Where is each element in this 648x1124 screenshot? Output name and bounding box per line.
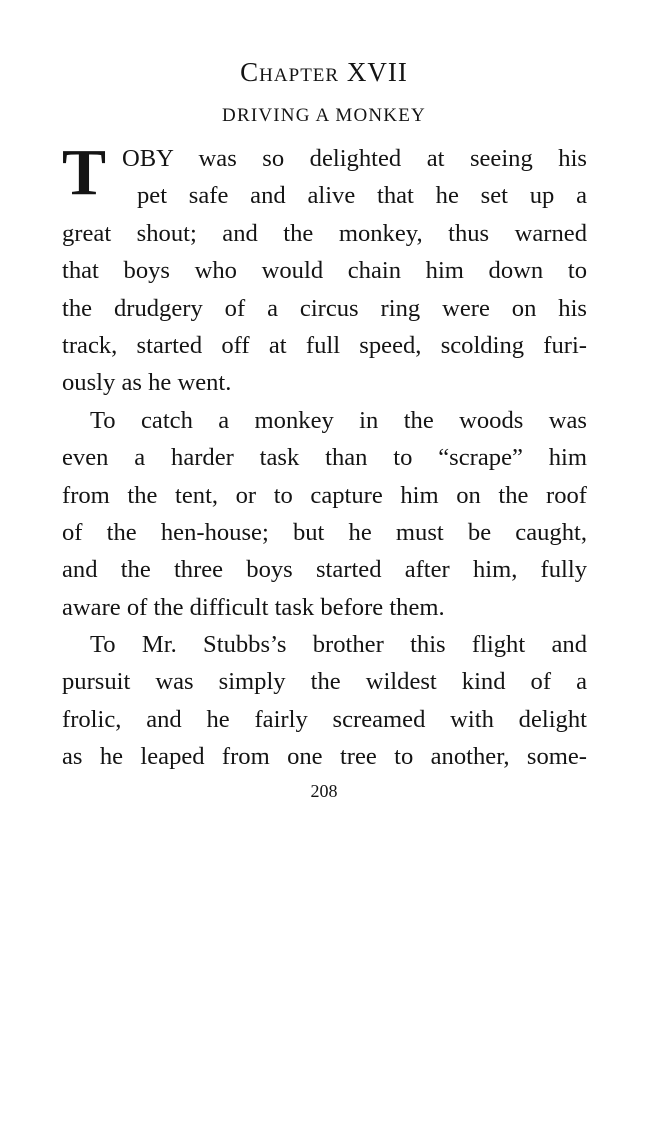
paragraph-2	[62, 402, 587, 626]
text-line: the drudgery of a circus ring were on his	[62, 294, 587, 322]
chapter-heading-text: Chapter XVII	[240, 57, 408, 87]
text-line: pet safe and alive that he set up a	[137, 182, 587, 210]
text-line: To catch a monkey in the woods was	[90, 406, 587, 434]
text-line: that boys who would chain him down to	[62, 257, 587, 285]
text-line: as he leaped from one tree to another, some-	[62, 743, 587, 771]
text-line: ously as he went.	[62, 369, 232, 397]
paragraph-1	[62, 136, 587, 402]
text-line: OBY was so delighted at seeing his	[122, 145, 587, 172]
drop-cap: T	[62, 136, 107, 209]
chapter-subtitle: DRIVING A MONKEY	[222, 105, 426, 126]
page-number: 208	[310, 781, 338, 801]
chapter-heading	[0, 52, 648, 92]
text-line: from the tent, or to capture him on the roof	[62, 481, 587, 509]
text-line: aware of the difficult task before them.	[62, 593, 445, 621]
text-line: To Mr. Stubbs’s brother this flight and	[90, 631, 587, 659]
paragraph-3	[62, 626, 587, 776]
text-line: track, started off at full speed, scolding furi-	[62, 331, 587, 359]
text-line: frolic, and he fairly screamed with delight	[62, 705, 587, 733]
body-text	[62, 136, 587, 776]
text-line: pursuit was simply the wildest kind of a	[62, 668, 587, 696]
text-line: of the hen-house; but he must be caught,	[62, 518, 587, 546]
text-line: even a harder task than to “scrape” him	[62, 444, 587, 472]
text-line: great shout; and the monkey, thus warned	[62, 219, 587, 247]
text-line: and the three boys started after him, fully	[62, 556, 587, 584]
